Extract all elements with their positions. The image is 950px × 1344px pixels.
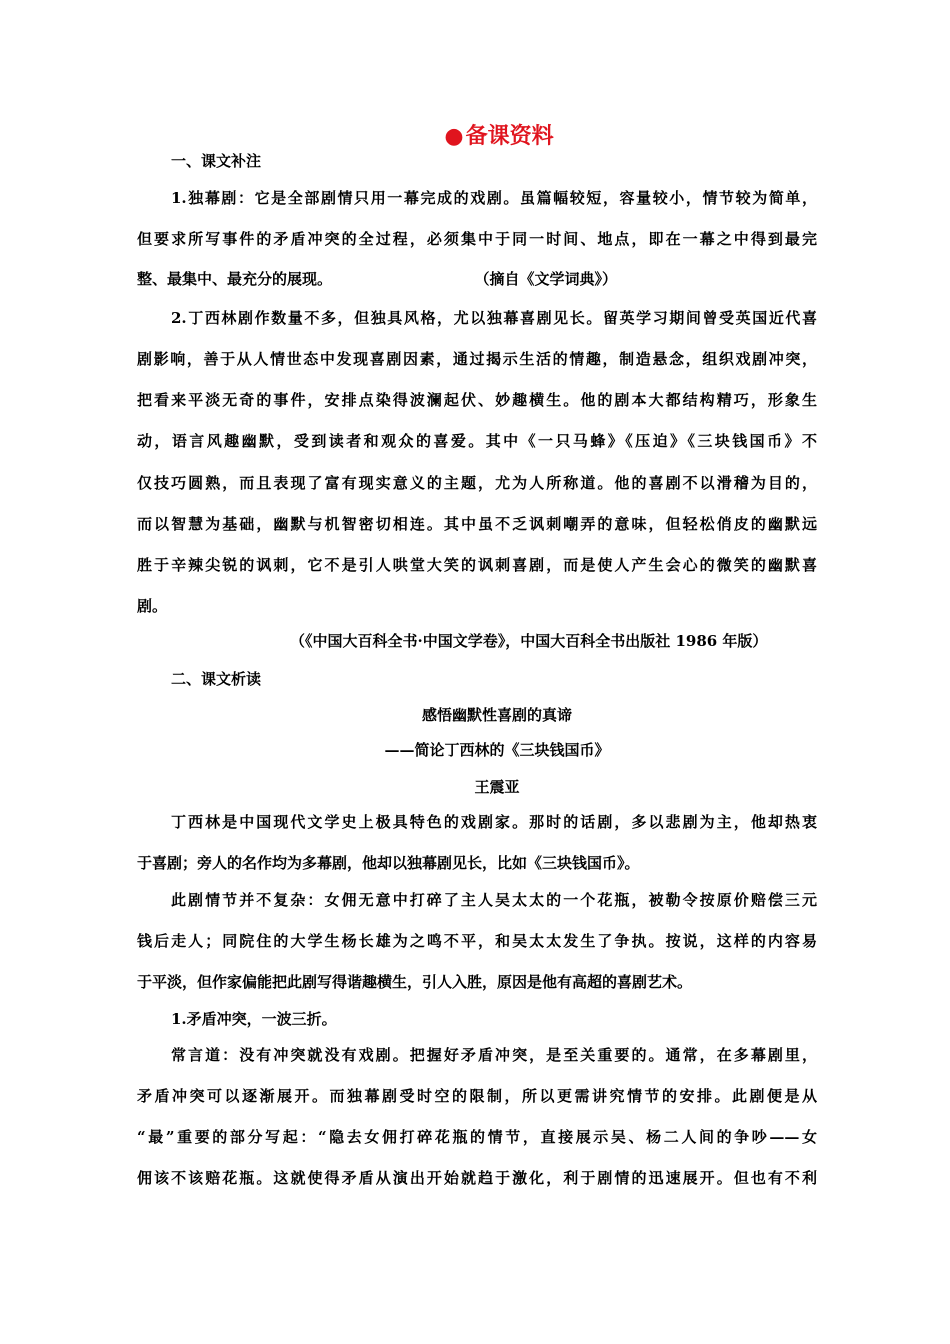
point1-heading: 1.矛盾冲突，一波三折。 — [171, 1010, 337, 1028]
note1-citation: （摘自《文学词典》） — [482, 270, 618, 288]
para1-line: 于喜剧；旁人的名作均为多幕剧，他却以独幕剧见长，比如《三块钱国币》。 — [137, 854, 640, 872]
note2-line: 而以智慧为基础，幽默与机智密切相连。其中虽不乏讽刺嘲弄的意味，但轻松俏皮的幽默远 — [137, 515, 817, 533]
note2-line: 动，语言风趣幽默，受到读者和观众的喜爱。其中《一只马蜂》《压迫》《三块钱国币》不 — [137, 432, 817, 450]
note1-line3-text: 整、最集中、最充分的展现。 — [137, 270, 333, 288]
note2-line: 2.丁西林剧作数量不多，但独具风格，尤以独幕喜剧见长。留英学习期间曾受英国近代喜 — [171, 309, 817, 327]
article-subtitle: ——简论丁西林的《三块钱国币》 — [384, 741, 610, 759]
para2-line: 此剧情节并不复杂：女佣无意中打碎了主人吴太太的一个花瓶，被勒令按原价赔偿三元 — [171, 891, 817, 909]
note2-line: 剧影响，善于从人情世态中发现喜剧因素，通过揭示生活的情趣，制造悬念，组织戏剧冲突， — [137, 350, 817, 368]
red-bullet-icon: ● — [444, 123, 464, 149]
note1-line3 — [137, 266, 817, 292]
para3-line: 常言道：没有冲突就没有戏剧。把握好矛盾冲突，是至关重要的。通常，在多幕剧里， — [171, 1046, 817, 1064]
section-heading-1: 一、课文补注 — [171, 152, 262, 170]
para3-line: 佣该不该赔花瓶。这就使得矛盾从演出开始就趋于激化，利于剧情的迅速展开。但也有不利 — [137, 1169, 817, 1187]
para3-line: “最”重要的部分写起：“隐去女佣打碎花瓶的情节，直接展示吴、杨二人间的争吵——女 — [137, 1128, 817, 1146]
para1-line: 丁西林是中国现代文学史上极具特色的戏剧家。那时的话剧，多以悲剧为主，他却热衷 — [171, 813, 817, 831]
para3-line: 矛盾冲突可以逐渐展开。而独幕剧受时空的限制，所以更需讲究情节的安排。此剧便是从 — [137, 1087, 817, 1105]
para2-line: 于平淡，但作家偏能把此剧写得谐趣横生，引人入胜，原因是他有高超的喜剧艺术。 — [137, 973, 693, 991]
page-title-text: 备课资料 — [465, 123, 554, 149]
section-heading-2: 二、课文析读 — [171, 670, 262, 688]
article-title: 感悟幽默性喜剧的真谛 — [421, 706, 572, 724]
note2-line: 剧。 — [137, 597, 168, 615]
note1-line2: 但要求所写事件的矛盾冲突的全过程，必须集中于同一时间、地点，即在一幕之中得到最完 — [137, 230, 817, 248]
article-author: 王震亚 — [474, 778, 520, 796]
note1-line1: 1.独幕剧：它是全部剧情只用一幕完成的戏剧。虽篇幅较短，容量较小，情节较为简单， — [171, 189, 817, 207]
note2-source: （《中国大百科全书·中国文学卷》，中国大百科全书出版社 1986 年版） — [290, 632, 768, 650]
note2-line: 胜于辛辣尖锐的讽刺，它不是引人哄堂大笑的讽刺喜剧，而是使人产生会心的微笑的幽默喜 — [137, 556, 817, 574]
para2-line: 钱后走人；同院住的大学生杨长雄为之鸣不平，和吴太太发生了争执。按说，这样的内容易 — [137, 932, 817, 950]
note2-line: 把看来平淡无奇的事件，安排点染得波澜起伏、妙趣横生。他的剧本大都结构精巧，形象生 — [137, 391, 817, 409]
note2-line: 仅技巧圆熟，而且表现了富有现实意义的主题，尤为人所称道。他的喜剧不以滑稽为目的， — [137, 474, 817, 492]
